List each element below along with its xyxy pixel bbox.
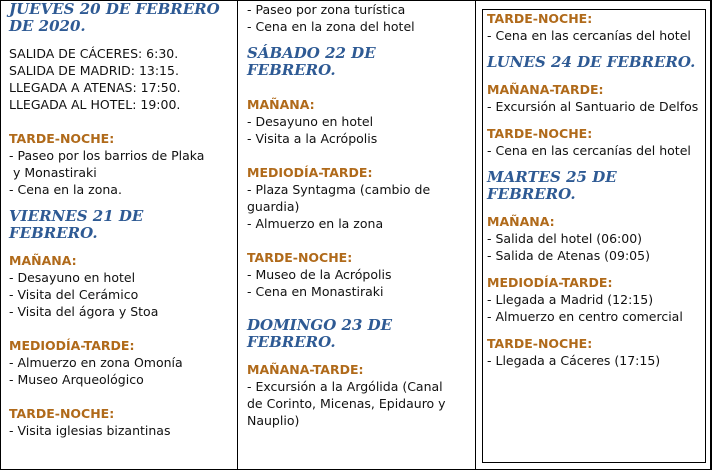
day-title-tuesday: MARTES 25 DE FEBRERO. — [487, 168, 617, 203]
activity-line: - Museo Arqueológico — [9, 372, 144, 387]
activity-line: de Corinto, Micenas, Epidauro y — [247, 396, 446, 411]
activity-line: - Desayuno en hotel — [9, 270, 136, 285]
activity-line: - Excursión al Santuario de Delfos — [487, 99, 699, 114]
activity-line: - Museo de la Acrópolis — [247, 267, 392, 282]
day-title-thursday: JUEVES 20 DE FEBRERO DE 2020. — [9, 1, 220, 35]
activity-line: - Excursión a la Argólida (Canal — [247, 379, 443, 394]
section-label: MAÑANA-TARDE: — [487, 82, 604, 97]
schedule-line: LLEGADA AL HOTEL: 19:00. — [9, 97, 181, 112]
activity-line: - Plaza Syntagma (cambio de — [247, 182, 431, 197]
activity-line: - Cena en las cercanías del hotel — [487, 143, 691, 158]
itinerary-column-2 — [238, 1, 476, 469]
section-label: MAÑANA: — [247, 97, 315, 112]
activity-line: - Almuerzo en zona Omonía — [9, 355, 183, 370]
activity-line: - Visita a la Acrópolis — [247, 131, 378, 146]
day-title-sunday: DOMINGO 23 DE FEBRERO. — [247, 316, 393, 351]
activity-line: - Visita del Cerámico — [9, 287, 139, 302]
section-label: MEDIODÍA-TARDE: — [9, 338, 135, 353]
day-title-monday: LUNES 24 DE FEBRERO. — [487, 53, 696, 71]
activity-line: - Paseo por los barrios de Plaka — [9, 148, 205, 163]
activity-line: - Desayuno en hotel — [247, 114, 374, 129]
activity-line: - Llegada a Cáceres (17:15) — [487, 353, 661, 368]
schedule-line: LLEGADA A ATENAS: 17:50. — [9, 80, 181, 95]
activity-line: - Almuerzo en la zona — [247, 216, 384, 231]
section-label: TARDE-NOCHE: — [487, 126, 593, 141]
itinerary-column-3 — [476, 1, 711, 469]
activity-line: - Almuerzo en centro comercial — [487, 309, 683, 324]
activity-line: - Cena en la zona. — [9, 182, 122, 197]
activity-line: - Llegada a Madrid (12:15) — [487, 292, 654, 307]
section-label: TARDE-NOCHE: — [247, 250, 353, 265]
activity-line: - Visita del ágora y Stoa — [9, 304, 159, 319]
activity-line: Nauplio) — [247, 413, 300, 428]
section-label: MAÑANA: — [487, 214, 555, 229]
column-3-frame — [482, 9, 706, 463]
activity-line: - Cena en la zona del hotel — [247, 19, 415, 34]
section-label: TARDE-NOCHE: — [487, 336, 593, 351]
section-label: MAÑANA: — [9, 253, 77, 268]
day-title-saturday: SÁBADO 22 DE FEBRERO. — [247, 44, 376, 79]
activity-line: - Salida del hotel (06:00) — [487, 231, 643, 246]
activity-line: guardia) — [247, 199, 300, 214]
activity-line: - Visita iglesias bizantinas — [9, 423, 171, 438]
itinerary-column-1 — [1, 1, 238, 469]
section-label: TARDE-NOCHE: — [9, 131, 115, 146]
schedule-line: SALIDA DE MADRID: 13:15. — [9, 63, 179, 78]
schedule-line: SALIDA DE CÁCERES: 6:30. — [9, 46, 179, 61]
activity-line: - Paseo por zona turística — [247, 2, 406, 17]
section-label: MEDIODÍA-TARDE: — [487, 275, 613, 290]
activity-line: y Monastiraki — [9, 165, 97, 180]
activity-line: - Cena en Monastiraki — [247, 284, 384, 299]
section-label: MAÑANA-TARDE: — [247, 362, 364, 377]
activity-line: - Cena en las cercanías del hotel — [487, 28, 691, 43]
day-title-friday: VIERNES 21 DE FEBRERO. — [9, 207, 144, 242]
section-label: MEDIODÍA-TARDE: — [247, 165, 373, 180]
section-label: TARDE-NOCHE: — [9, 406, 115, 421]
section-label: TARDE-NOCHE: — [487, 11, 593, 26]
activity-line: - Salida de Atenas (09:05) — [487, 248, 650, 263]
